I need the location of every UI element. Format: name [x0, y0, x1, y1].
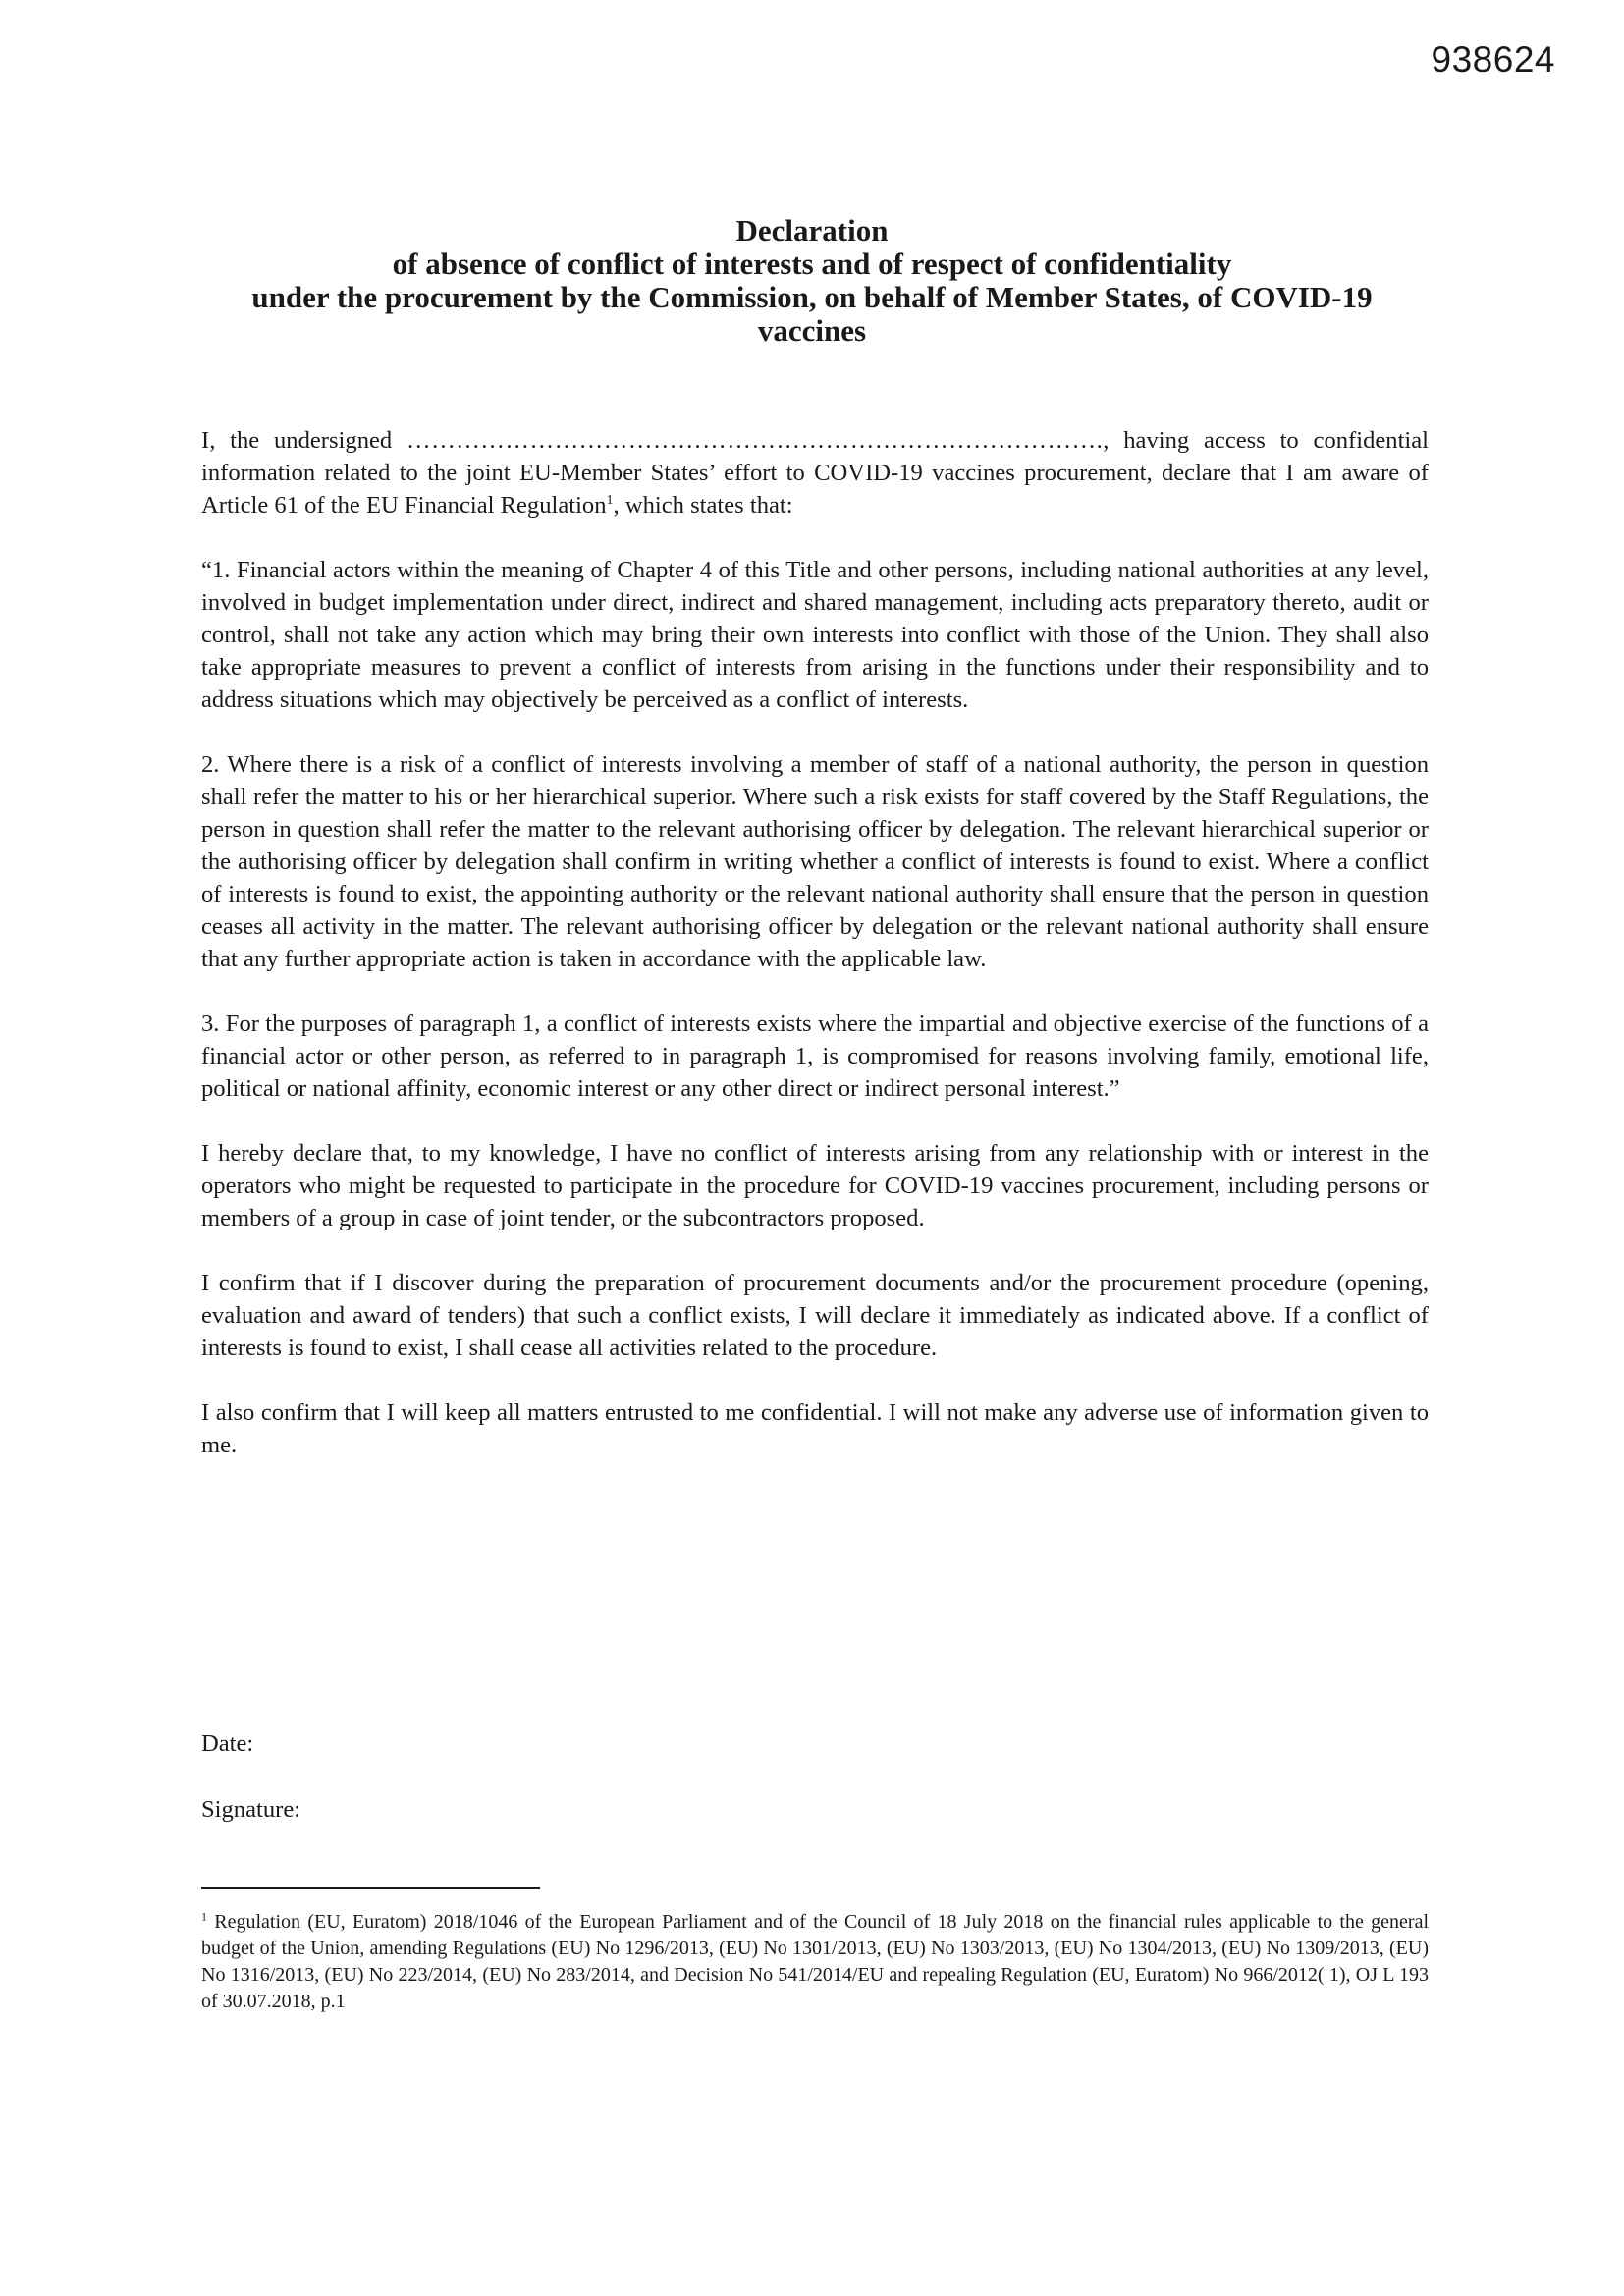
- confirmation-paragraph: I confirm that if I discover during the preparation of procurement documents and/or the procurement procedure (opening, evaluation and award of tenders) that such a conflict exists, I will declare it immediately as indicated above. If a conflict of interests is found to exist, I shall cease all activities related to the procedure.: [201, 1270, 1429, 1361]
- signature-label: Signature:: [201, 1796, 301, 1823]
- footnote-separator: [201, 1887, 540, 1889]
- article-paragraph-2: 2. Where there is a risk of a conflict of interests involving a member of staff of a national authority, the person in question shall refer the matter to his or her hierarchical superior. Where such a risk exists for staff covered by the Staff Regulations, the person in question shall refer the matter to the relevant authorising officer by delegation. The relevant hierarchical superior or the authorising officer by delegation shall confirm in writing whether a conflict of interests is found to exist. Where a conflict of interests is found to exist, the appointing authority or the relevant national authority shall ensure that the person in question ceases all activity in the matter. The relevant authorising officer by delegation or the relevant national authority shall ensure that any further appropriate action is taken in accordance with the applicable law.: [201, 751, 1429, 972]
- document-number: 938624: [1431, 39, 1555, 80]
- title-line-1: Declaration: [735, 213, 889, 247]
- footnote-reference: 1: [606, 492, 614, 508]
- article-paragraph-1: “1. Financial actors within the meaning of Chapter 4 of this Title and other persons, including national authorities at any level, involved in budget implementation under direct, indirect and shared management, including acts preparatory thereto, audit or control, shall not take any action which may bring their own interests into conflict with those of the Union. They shall also take appropriate measures to prevent a conflict of interests from arising in the functions under their responsibility and to address situations which may objectively be perceived as a conflict of interests.: [201, 557, 1429, 713]
- intro-suffix: , having access to confidential information related to the joint EU-Member States’ effort to COVID-19 vaccines procurement, declare that I am aware of Article 61 of the EU Financial Regulation: [201, 427, 1429, 519]
- confidentiality-paragraph: I also confirm that I will keep all matters entrusted to me confidential. I will not make any adverse use of information given to me.: [201, 1399, 1429, 1458]
- intro-prefix: I, the undersigned: [201, 427, 393, 454]
- declaration-paragraph: I hereby declare that, to my knowledge, I have no conflict of interests arising from any relationship with or interest in the operators who might be requested to participate in the procedure for COVID-19 vaccines procurement, including persons or members of a group in case of joint tender, or the subcontractors proposed.: [201, 1140, 1429, 1231]
- title-line-4: vaccines: [757, 313, 867, 348]
- intro-paragraph: [201, 424, 1429, 521]
- article-paragraph-3: 3. For the purposes of paragraph 1, a conflict of interests exists where the impartial and objective exercise of the functions of a financial actor or other person, as referred to in paragraph 1, is compromised for reasons involving family, emotional life, political or national affinity, economic interest or any other direct or indirect personal interest.”: [201, 1011, 1429, 1102]
- declaration-body: [201, 424, 1429, 1494]
- signature-block: [201, 1727, 300, 1859]
- title-line-3: under the procurement by the Commission, on behalf of Member States, of COVID-19: [251, 280, 1373, 314]
- document-title: [196, 214, 1428, 348]
- name-blank-field: ………………………………………………………………………….: [406, 427, 1104, 454]
- footnote: [201, 1909, 1429, 2015]
- footnote-text: Regulation (EU, Euratom) 2018/1046 of the European Parliament and of the Council of 18 July 2018 on the financial rules applicable to the general budget of the Union, amending Regulations (EU) No 1296/2013, (EU) No 1301/2013, (EU) No 1303/2013, (EU) No 1304/2013, (EU) No 1309/2013, (EU) No 1316/2013, (EU) No 223/2014, (EU) No 283/2014, and Decision No 541/2014/EU and repealing Regulation (EU, Euratom) No 966/2012( 1), OJ L 193 of 30.07.2018, p.1: [201, 1911, 1429, 2012]
- title-line-2: of absence of conflict of interests and of respect of confidentiality: [392, 246, 1232, 281]
- intro-end: , which states that:: [613, 492, 793, 519]
- date-label: Date:: [201, 1730, 254, 1757]
- footnote-marker: 1: [201, 1909, 207, 1924]
